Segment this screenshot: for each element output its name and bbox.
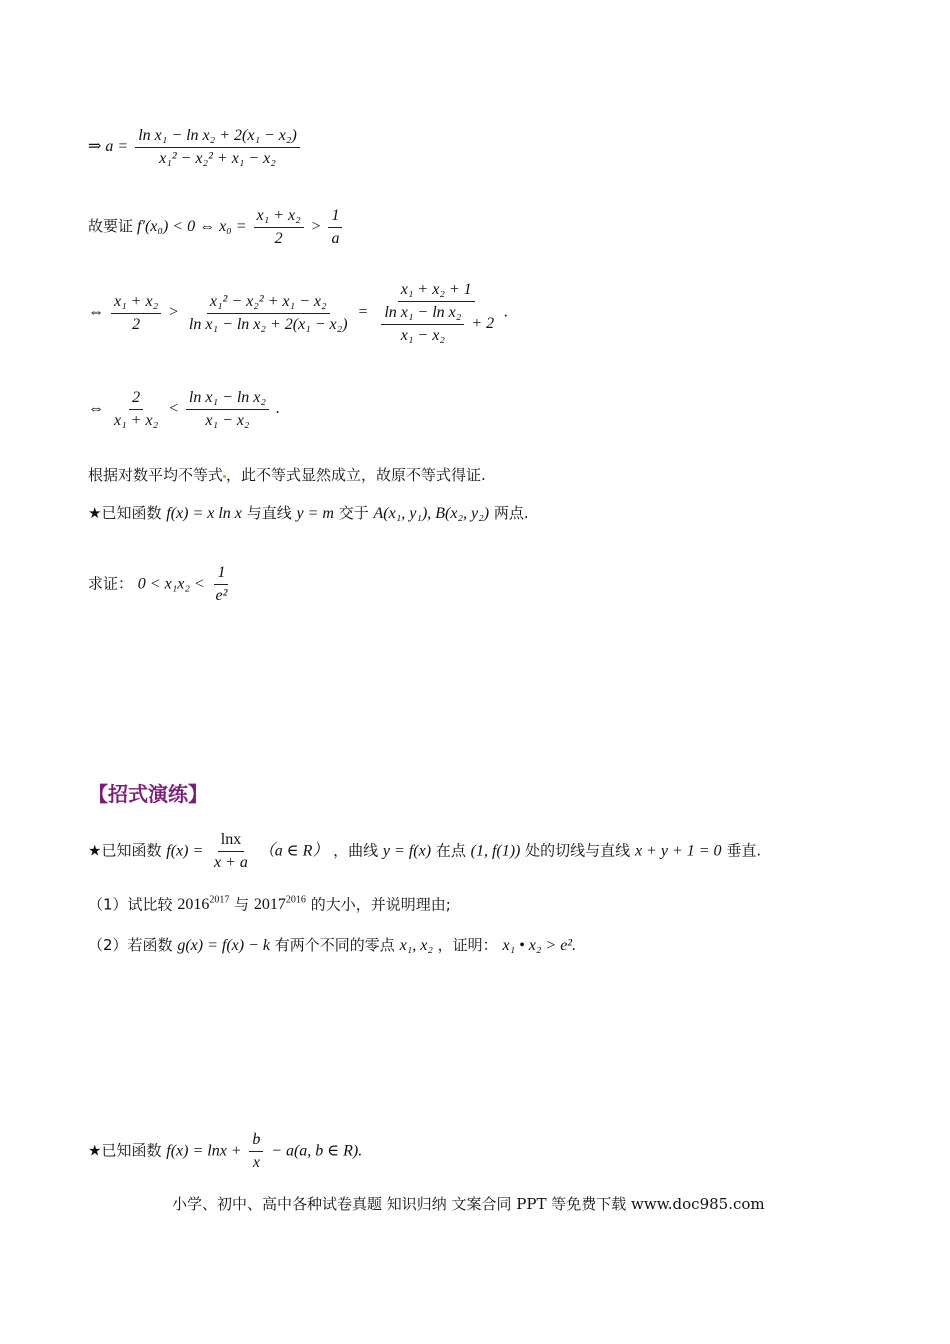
function-expr: f(x) =	[166, 842, 204, 860]
function-expr: f(x) = x ln x	[166, 505, 242, 522]
fraction-midpoint	[254, 208, 304, 247]
text: 交于	[338, 504, 369, 522]
star-icon: ★	[88, 841, 102, 860]
fraction	[249, 1132, 263, 1171]
denominator: a	[331, 230, 340, 247]
function-expr: f(x) = lnx +	[166, 1142, 242, 1160]
period: .	[275, 400, 280, 418]
text-to-prove: 故要证	[88, 217, 134, 236]
text: 垂直.	[726, 841, 762, 860]
text: ，曲线	[333, 841, 379, 860]
inner-fraction	[381, 305, 464, 344]
inequality: x₁ • x₂ > e²	[502, 937, 573, 954]
period: .	[572, 937, 577, 954]
a-equals: a =	[105, 138, 129, 156]
point-expr: (1, f(1))	[470, 842, 521, 860]
text: 与	[234, 895, 250, 914]
fraction	[211, 832, 251, 871]
compound-fraction	[375, 282, 497, 344]
problem-statement-3	[88, 1132, 362, 1171]
denominator: x₁ − x₂	[205, 412, 250, 429]
denominator: e²	[215, 587, 228, 604]
equivalence-line-2	[88, 390, 280, 429]
problem-statement-1	[88, 506, 529, 522]
denominator: x₁ + x₂	[114, 412, 159, 429]
numerator: x₁² − x₂² + x₁ − x₂	[207, 294, 330, 314]
fraction	[186, 294, 351, 333]
star-icon: ★	[88, 504, 102, 522]
numerator: ln x₁ − ln x₂	[186, 390, 269, 410]
tail-expr: − a(a, b ∈ R)	[271, 1142, 359, 1160]
text: （2）若函数	[88, 936, 173, 954]
compound-denominator	[375, 302, 497, 344]
iff-symbol: ⇔	[88, 400, 104, 418]
numerator: 2	[129, 390, 143, 410]
formula-a-expression	[88, 128, 303, 167]
curve-expr: y = f(x)	[382, 842, 432, 860]
proof-requirement-line	[88, 208, 345, 247]
fraction	[111, 390, 161, 429]
denominator: 2	[274, 230, 283, 247]
denominator: x + a	[214, 854, 248, 871]
numerator: x₁ + x₂ + 1	[398, 282, 475, 302]
line-expr: x + y + 1 = 0	[634, 842, 722, 860]
exponent-b: 2016	[285, 895, 306, 906]
condition: （a ∈ R）	[258, 842, 329, 860]
numerator: 1	[214, 565, 228, 585]
section-heading: 【招式演练】	[88, 782, 208, 806]
numerator: x₁ + x₂	[254, 208, 304, 228]
text: 在点	[435, 841, 466, 860]
base-b: 2017	[253, 896, 286, 914]
text: （1）试比较	[88, 895, 173, 914]
equivalence-line-1	[88, 282, 508, 344]
numerator: x₁ + x₂	[111, 294, 161, 314]
period: .	[504, 303, 509, 321]
numerator: lnx	[218, 832, 244, 852]
fraction	[111, 294, 161, 333]
greater-than: >	[168, 303, 179, 321]
text: 两点.	[493, 504, 529, 522]
line-expr: y = m	[296, 505, 334, 522]
text: 求证：	[88, 574, 134, 593]
iff-symbol: ⇔	[88, 303, 104, 321]
zeros-expr: x₁, x₂	[399, 937, 433, 954]
denominator: x₁ − x₂	[400, 327, 445, 344]
fraction-one-over-a	[328, 208, 342, 247]
base-a: 2016	[177, 896, 210, 914]
numerator: 1	[328, 208, 342, 228]
greater-than: >	[310, 218, 322, 236]
sub-question-1	[88, 896, 451, 913]
fraction	[186, 390, 269, 429]
text: 处的切线与直线	[525, 841, 631, 860]
star-icon: ★	[88, 1141, 102, 1160]
page-footer: 小学、初中、高中各种试卷真题 知识归纳 文案合同 PPT 等免费下载 www.doc985.com	[172, 1195, 765, 1213]
text: 有两个不同的零点	[274, 936, 395, 954]
denominator: x	[252, 1154, 260, 1171]
exponent-a: 2017	[209, 895, 230, 906]
text: 与直线	[246, 504, 292, 522]
function-expr: g(x) = f(x) − k	[177, 937, 270, 954]
denominator: 2	[132, 315, 141, 333]
derivative-condition: f′(x₀) < 0 ⇔ x₀ =	[137, 218, 247, 236]
denominator: x₁² − x₂² + x₁ − x₂	[159, 150, 276, 167]
text: ，此不等式显然成立，故原不等式得证.	[226, 466, 486, 484]
text: 已知函数	[101, 841, 162, 860]
numerator: ln x₁ − ln x₂	[381, 305, 464, 325]
equals: =	[357, 303, 369, 321]
numerator: b	[249, 1132, 263, 1152]
plus-two: + 2	[471, 315, 495, 333]
fraction	[213, 565, 231, 604]
sub-question-2	[88, 938, 576, 954]
implies-symbol: ⇒	[88, 138, 102, 156]
less-than: <	[168, 400, 179, 418]
inequality: 0 < x₁x₂ <	[137, 575, 205, 593]
conclusion-text	[88, 468, 486, 483]
prove-statement	[88, 565, 233, 604]
text: 根据对数平均不等式	[88, 466, 224, 484]
fraction	[135, 128, 300, 167]
text: ，证明：	[437, 936, 498, 954]
denominator: ln x₁ − ln x₂ + 2(x₁ − x₂)	[188, 315, 348, 333]
text: 已知函数	[101, 504, 162, 522]
text: 的大小，并说明理由;	[310, 895, 451, 914]
text: 已知函数	[101, 1141, 162, 1160]
points-expr: A(x₁, y₁), B(x₂, y₂)	[373, 505, 490, 522]
numerator: ln x₁ − ln x₂ + 2(x₁ − x₂)	[135, 128, 300, 148]
problem-statement-2	[88, 832, 761, 871]
period: .	[358, 1142, 363, 1160]
